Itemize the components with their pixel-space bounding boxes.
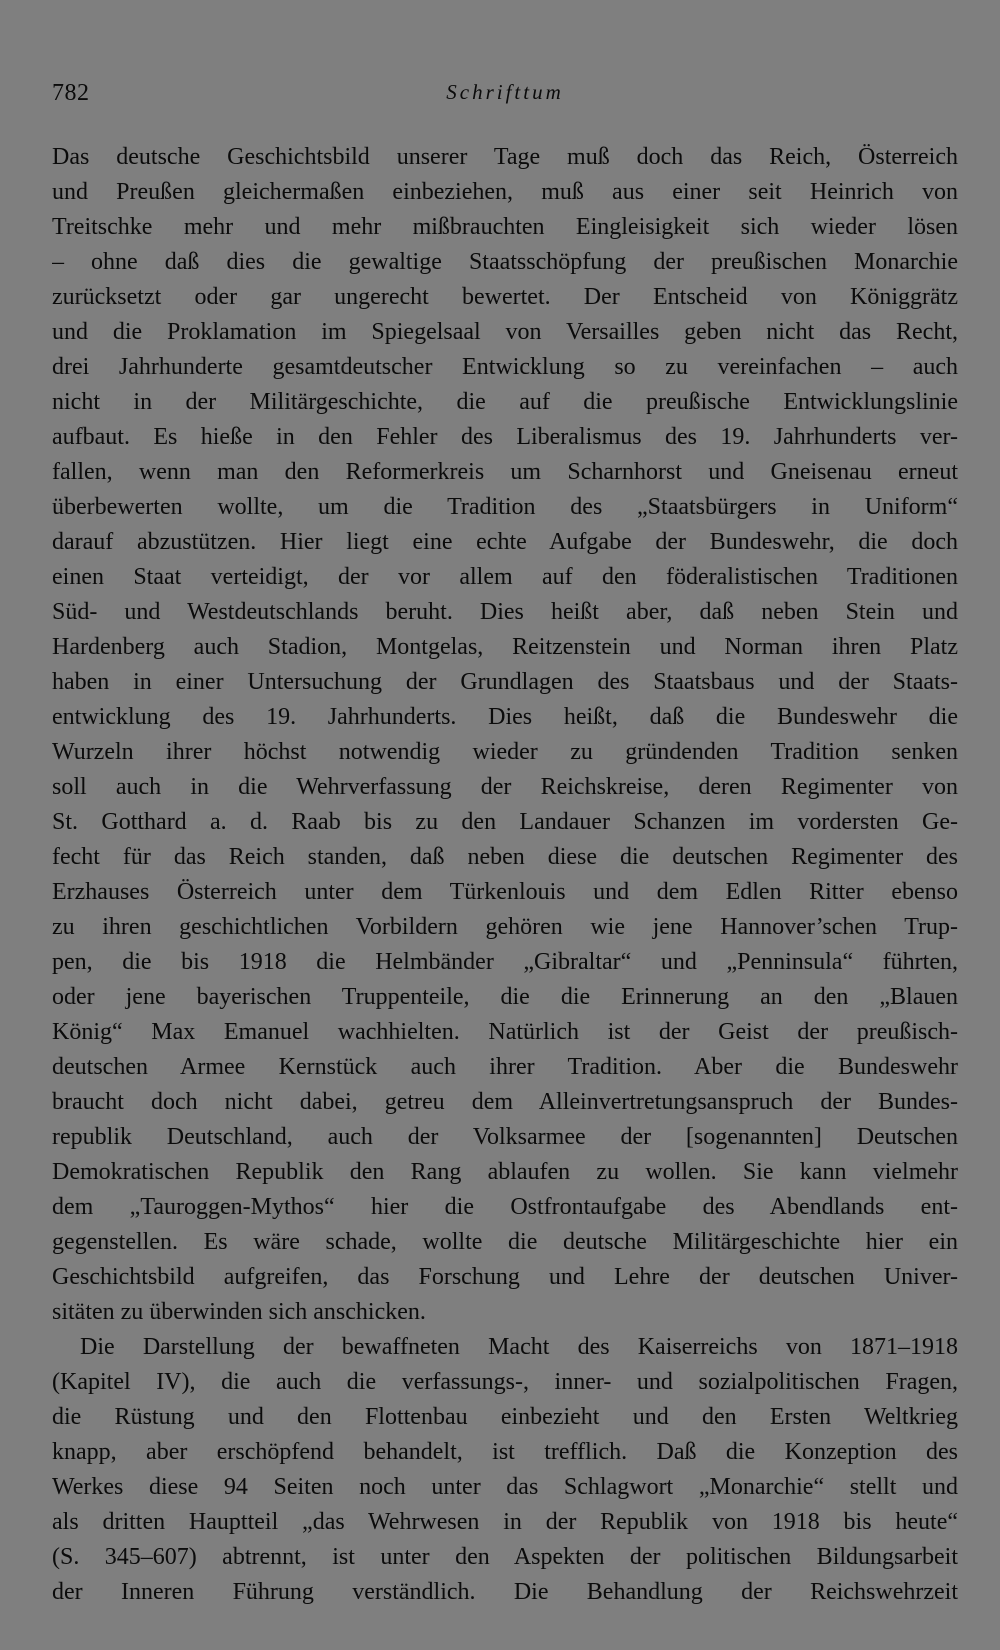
text-line: braucht doch nicht dabei, getreu dem Alleinvertretungsanspruch der Bundes- xyxy=(52,1089,958,1115)
body-text xyxy=(52,140,958,1610)
text-line: pen, die bis 1918 die Helmbänder „Gibraltar“ und „Penninsula“ führten, xyxy=(52,949,958,975)
text-line: deutschen Armee Kernstück auch ihrer Tradition. Aber die Bundeswehr xyxy=(52,1054,958,1080)
paragraph xyxy=(52,140,958,1330)
text-line: Demokratischen Republik den Rang ablaufen zu wollen. Sie kann vielmehr xyxy=(52,1159,958,1185)
text-line: zurücksetzt oder gar ungerecht bewertet. Der Entscheid von Königgrätz xyxy=(52,284,958,310)
text-line: Süd- und Westdeutschlands beruht. Dies heißt aber, daß neben Stein und xyxy=(52,599,958,625)
text-line: Geschichtsbild aufgreifen, das Forschung und Lehre der deutschen Univer- xyxy=(52,1264,958,1290)
text-line: fallen, wenn man den Reformerkreis um Scharnhorst und Gneisenau erneut xyxy=(52,459,958,485)
text-line: aufbaut. Es hieße in den Fehler des Liberalismus des 19. Jahrhunderts ver- xyxy=(52,424,958,450)
text-line: Erzhauses Österreich unter dem Türkenlouis und dem Edlen Ritter ebenso xyxy=(52,879,958,905)
text-line: haben in einer Untersuchung der Grundlagen des Staatsbaus und der Staats- xyxy=(52,669,958,695)
text-line: oder jene bayerischen Truppenteile, die die Erinnerung an den „Blauen xyxy=(52,984,958,1010)
text-line: St. Gotthard a. d. Raab bis zu den Landauer Schanzen im vordersten Ge- xyxy=(52,809,958,835)
page-number: 782 xyxy=(52,80,90,106)
text-line: gegenstellen. Es wäre schade, wollte die deutsche Militärgeschichte hier ein xyxy=(52,1229,958,1255)
text-line: nicht in der Militärgeschichte, die auf die preußische Entwicklungslinie xyxy=(52,389,958,415)
text-line: und die Proklamation im Spiegelsaal von Versailles geben nicht das Recht, xyxy=(52,319,958,345)
text-line: sitäten zu überwinden sich anschicken. xyxy=(52,1299,426,1325)
running-title: Schrifttum xyxy=(446,80,564,104)
text-line: Werkes diese 94 Seiten noch unter das Schlagwort „Monarchie“ stellt und xyxy=(52,1474,958,1500)
text-line: als dritten Hauptteil „das Wehrwesen in der Republik von 1918 bis heute“ xyxy=(52,1509,958,1535)
text-line: drei Jahrhunderte gesamtdeutscher Entwicklung so zu vereinfachen – auch xyxy=(52,354,958,380)
text-line: republik Deutschland, auch der Volksarmee der [sogenannten] Deutschen xyxy=(52,1124,958,1150)
text-line: soll auch in die Wehrverfassung der Reichskreise, deren Regimenter von xyxy=(52,774,958,800)
text-line: Treitschke mehr und mehr mißbrauchten Eingleisigkeit sich wieder lösen xyxy=(52,214,958,240)
text-line: (Kapitel IV), die auch die verfassungs-, inner- und sozialpolitischen Fragen, xyxy=(52,1369,958,1395)
text-line: die Rüstung und den Flottenbau einbezieht und den Ersten Weltkrieg xyxy=(52,1404,958,1430)
text-line: – ohne daß dies die gewaltige Staatsschöpfung der preußischen Monarchie xyxy=(52,249,958,275)
text-line: darauf abzustützen. Hier liegt eine echte Aufgabe der Bundeswehr, die doch xyxy=(52,529,958,555)
text-line: König“ Max Emanuel wachhielten. Natürlich ist der Geist der preußisch- xyxy=(52,1019,958,1045)
text-line: Wurzeln ihrer höchst notwendig wieder zu gründenden Tradition senken xyxy=(52,739,958,765)
text-line: zu ihren geschichtlichen Vorbildern gehören wie jene Hannover’schen Trup- xyxy=(52,914,958,940)
text-line: Die Darstellung der bewaffneten Macht des Kaiserreichs von 1871–1918 xyxy=(80,1334,958,1360)
text-line: (S. 345–607) abtrennt, ist unter den Aspekten der politischen Bildungsarbeit xyxy=(52,1544,958,1570)
text-line: Hardenberg auch Stadion, Montgelas, Reitzenstein und Norman ihren Platz xyxy=(52,634,958,660)
text-line: einen Staat verteidigt, der vor allem auf den föderalistischen Traditionen xyxy=(52,564,958,590)
text-line: der Inneren Führung verständlich. Die Behandlung der Reichswehrzeit xyxy=(52,1579,958,1605)
page-header xyxy=(52,80,958,114)
text-line: fecht für das Reich standen, daß neben diese die deutschen Regimenter des xyxy=(52,844,958,870)
text-line: entwicklung des 19. Jahrhunderts. Dies heißt, daß die Bundeswehr die xyxy=(52,704,958,730)
text-line: Das deutsche Geschichtsbild unserer Tage muß doch das Reich, Österreich xyxy=(52,144,958,170)
text-line: knapp, aber erschöpfend behandelt, ist trefflich. Daß die Konzeption des xyxy=(52,1439,958,1465)
text-line: und Preußen gleichermaßen einbeziehen, muß aus einer seit Heinrich von xyxy=(52,179,958,205)
text-line: dem „Tauroggen-Mythos“ hier die Ostfrontaufgabe des Abendlands ent- xyxy=(52,1194,958,1220)
paragraph xyxy=(52,1330,958,1610)
text-line: überbewerten wollte, um die Tradition des „Staatsbürgers in Uniform“ xyxy=(52,494,958,520)
